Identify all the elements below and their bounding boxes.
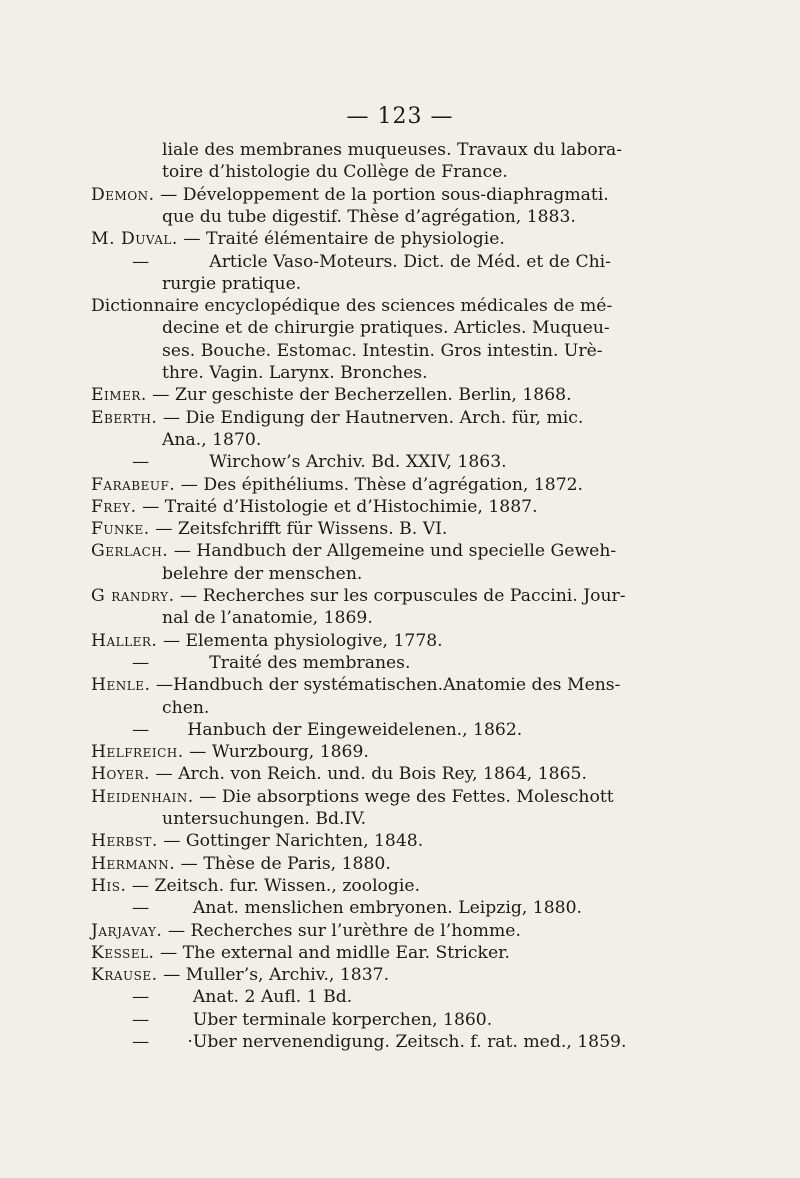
bibliography-entry <box>91 496 538 518</box>
entry-text: que du tube digestif. Thèse d’agrégation, 1883. <box>162 206 576 227</box>
entry-text: — Zur geschiste der Becherzellen. Berlin, 1868. <box>146 385 572 406</box>
entry-text: — Anat. menslichen embryonen. Leipzig, 1880. <box>132 898 582 919</box>
entry-text: — Arch. von Reich. und. du Bois Rey, 1864, 1865. <box>150 764 587 785</box>
entry-text: rurgie pratique. <box>162 273 302 294</box>
bibliography-entry <box>91 228 505 250</box>
author-name: His. <box>91 875 127 896</box>
entry-text: Dictionnaire encyclopédique des sciences médicales de mé- <box>91 296 613 317</box>
author-name: Heidenhain. <box>91 786 194 807</box>
entry-text: — The external and midlle Ear. Stricker. <box>154 942 510 963</box>
author-name: Frey. <box>91 496 137 517</box>
bibliography-line <box>162 362 428 384</box>
entry-text: Ana., 1870. <box>162 429 262 450</box>
entry-text: — Hanbuch der Eingeweidelenen., 1862. <box>132 719 523 740</box>
author-name: G randry. <box>91 586 175 606</box>
entry-text: — Recherches sur les corpuscules de Paccini. Jour- <box>174 586 626 606</box>
bibliography-entry <box>91 474 583 496</box>
entry-text: belehre der menschen. <box>162 563 363 584</box>
bibliography-line <box>132 1009 492 1031</box>
bibliography-line <box>132 897 582 919</box>
entry-text: — Anat. 2 Aufl. 1 Bd. <box>132 987 353 1008</box>
author-name: Hermann. <box>91 853 176 874</box>
bibliography-entry <box>91 830 423 852</box>
bibliography-entry <box>91 853 391 875</box>
entry-text: — Elementa physiologive, 1778. <box>157 630 443 651</box>
bibliography-line <box>162 563 362 585</box>
bibliography-line <box>132 451 507 473</box>
author-name: Henle. <box>91 675 151 696</box>
bibliography-entry <box>91 585 626 607</box>
entry-text: chen. <box>162 697 210 718</box>
author-name: Eimer. <box>91 385 147 406</box>
bibliography-line <box>162 273 301 295</box>
bibliography-entry <box>91 518 447 540</box>
entry-text: — Zeitsfchrifft für Wissens. B. VI. <box>149 519 448 540</box>
author-name: Kessel. <box>91 942 155 963</box>
bibliography-line <box>162 206 576 228</box>
entry-text: decine et de chirurgie pratiques. Articles. Muqueu- <box>162 318 610 339</box>
bibliography-entry <box>91 674 620 696</box>
entry-text: — Traité d’Histologie et d’Histochimie, 1887. <box>136 496 538 517</box>
bibliography-line <box>162 697 209 719</box>
bibliography-line <box>162 808 366 830</box>
entry-text: — Die absorptions wege des Fettes. Moleschott <box>193 786 614 807</box>
author-name: Herbst. <box>91 831 158 852</box>
author-name: M. Duval. <box>91 229 178 250</box>
entry-text: — Des épithéliums. Thèse d’agrégation, 1872. <box>175 474 584 495</box>
entry-text: — Article Vaso-Moteurs. Dict. de Méd. et de Chi- <box>132 251 611 272</box>
bibliography-entry <box>91 875 420 897</box>
entry-text: — Die Endigung der Hautnerven. Arch. für, mic. <box>157 407 584 428</box>
bibliography-entry <box>91 630 443 652</box>
bibliography-line <box>132 251 611 273</box>
bibliography-entry <box>91 407 583 429</box>
entry-text: — Wurzbourg, 1869. <box>183 742 369 763</box>
bibliography-entry <box>91 964 389 986</box>
author-name: Funke. <box>91 519 150 540</box>
bibliography-line <box>132 1031 626 1053</box>
bibliography-line <box>132 719 522 741</box>
bibliography-line <box>162 139 622 161</box>
author-name: Helfreich. <box>91 742 184 763</box>
bibliography-line <box>132 986 352 1008</box>
bibliography-entry <box>91 786 614 808</box>
author-name: Gerlach. <box>91 541 169 562</box>
bibliography-line <box>132 652 410 674</box>
bibliography-line <box>162 161 508 183</box>
entry-text: nal de l’anatomie, 1869. <box>162 608 373 629</box>
author-name: Hoyer. <box>91 764 151 785</box>
bibliography-entry <box>91 920 521 942</box>
entry-text: —Handbuch der systématischen.Anatomie des Mens- <box>150 675 621 696</box>
author-name: Jarjavay. <box>91 920 163 941</box>
bibliography-line <box>162 317 610 339</box>
bibliography-entry <box>91 763 587 785</box>
entry-text: — Thèse de Paris, 1880. <box>175 853 391 874</box>
author-name: Demon. <box>91 184 155 205</box>
entry-text: — Zeitsch. fur. Wissen., zoologie. <box>126 875 421 896</box>
entry-text: — Développement de la portion sous-diaphragmati. <box>154 184 609 205</box>
entry-text: — Gottinger Narichten, 1848. <box>157 831 424 852</box>
bibliography-line <box>162 607 373 629</box>
entry-text: ses. Bouche. Estomac. Intestin. Gros intestin. Urè- <box>162 340 603 361</box>
entry-text: liale des membranes muqueuses. Travaux du labora- <box>162 140 623 160</box>
author-name: Farabeuf. <box>91 474 176 495</box>
bibliography-entry <box>91 741 369 763</box>
entry-text: — Wirchow’s Archiv. Bd. XXIV, 1863. <box>132 452 507 473</box>
entry-text: — Recherches sur l’urèthre de l’homme. <box>162 920 521 941</box>
bibliography-entry <box>91 384 572 406</box>
bibliography-entry <box>91 942 510 964</box>
entry-text: toire d’histologie du Collège de France. <box>162 162 508 183</box>
bibliography-line <box>162 429 261 451</box>
entry-text: thre. Vagin. Larynx. Bronches. <box>162 363 428 383</box>
author-name: Haller. <box>91 630 158 651</box>
entry-text: untersuchungen. Bd.IV. <box>162 809 367 829</box>
author-name: Eberth. <box>91 407 158 428</box>
entry-text: — Traité élémentaire de physiologie. <box>177 229 505 250</box>
entry-text: — ·Uber nervenendigung. Zeitsch. f. rat. med., 1859. <box>132 1032 627 1052</box>
entry-text: — Traité des membranes. <box>132 652 411 673</box>
bibliography-entry <box>91 184 609 206</box>
bibliography-entry <box>91 540 616 562</box>
author-name: Krause. <box>91 965 158 986</box>
entry-text: — Handbuch der Allgemeine und specielle Geweh- <box>168 541 617 562</box>
bibliography-line <box>162 340 603 362</box>
bibliography-line <box>91 295 612 317</box>
page-number: — 123 — <box>346 104 454 129</box>
entry-text: — Uber terminale korperchen, 1860. <box>132 1009 493 1030</box>
entry-text: — Muller’s, Archiv., 1837. <box>157 965 390 986</box>
